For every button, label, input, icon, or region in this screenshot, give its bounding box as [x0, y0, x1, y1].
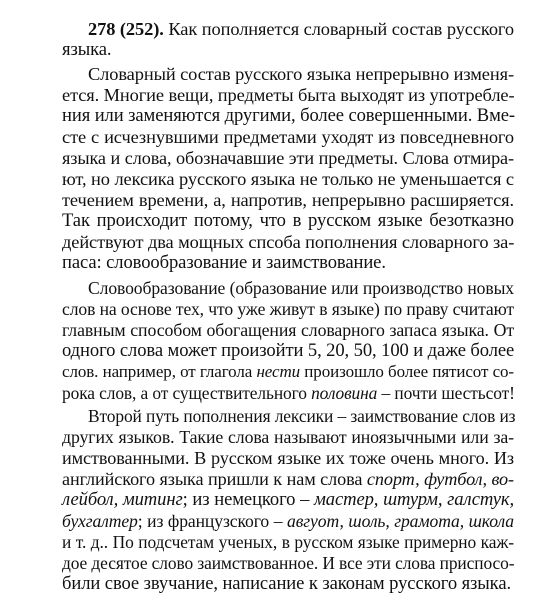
paragraph1-line: ют, но лексика русского языка не только не уменьшается с — [62, 168, 514, 189]
text-fragment: ; из французского – — [137, 511, 288, 532]
paragraph3-line: Второй путь пополнения лексики – заимствование слов из — [88, 406, 516, 427]
paragraph1-line: ния или заменяются другими, более совершенными. Вме- — [62, 104, 516, 126]
paragraph1-line: ется. Многие вещи, предметы быта выходят из употребле- — [62, 84, 515, 105]
text-fragment: – почти шестьсот! — [377, 383, 515, 404]
example-word: нести — [256, 362, 301, 382]
paragraph3-line: имствованными. В русском языке их тоже очень много. Из — [62, 448, 514, 469]
text-fragment: ; из немецкого – — [182, 489, 315, 511]
text-fragment: английского языка пришли к нам слова — [62, 469, 367, 490]
paragraph1-line: сте с исчезнувшими предметами уходят из повседневного — [62, 126, 514, 147]
paragraph1-line: Словарный состав русского языка непрерывно изменя- — [88, 63, 514, 84]
paragraph3-line — [62, 489, 514, 511]
paragraph3-line — [62, 510, 514, 532]
example-words: бухгалтер — [62, 511, 138, 532]
paragraph2-line — [62, 382, 514, 404]
exercise-question-line-1 — [88, 18, 514, 40]
exercise-question-text: Как пополняется словарный состав русского — [168, 19, 514, 39]
paragraph2-line — [62, 361, 514, 383]
paragraph2-line: слов на основе тех, что уже живут в языке) по праву считают — [62, 299, 515, 320]
paragraph3-line: других языков. Такие слова называют иноязычными или за- — [62, 427, 514, 448]
paragraph1-line: паса: словообразование и заимствование. — [62, 251, 386, 273]
paragraph2-line: Словообразование (образование или производство новых — [88, 278, 514, 299]
text-fragment: слов. например, от глагола — [62, 362, 257, 382]
paragraph3-line — [62, 468, 514, 490]
exercise-question-line-2: языка. — [62, 39, 112, 60]
example-words: мастер, штурм, галстук, — [314, 489, 515, 511]
example-words: спорт, футбол, во- — [366, 469, 514, 490]
paragraph1-line: действуют два мощных спсоба пополнения словарного за- — [62, 231, 515, 252]
paragraph3-line: дое десятое слово заимствованное. И все эти слова приспосо- — [62, 553, 515, 573]
exercise-number: 278 (252). — [88, 19, 164, 39]
example-words: лейбол, митинг — [62, 489, 183, 511]
paragraph1-line: течением времени, а, напротив, непрерывно расширяется. — [62, 189, 514, 210]
paragraph2-line: одного слова может произойти 5, 20, 50, 100 и даже более — [62, 340, 515, 362]
example-word: половина — [311, 383, 378, 404]
text-fragment: произошло более пятисот со- — [300, 362, 514, 382]
paragraph2-line: главным способом обогащения словарного запаса языка. От — [62, 320, 514, 341]
paragraph3-line: били свое звучание, написание к законам русского языка. — [62, 573, 512, 594]
text-fragment: рока слов, а от существительного — [62, 383, 312, 404]
paragraph3-line: и т. д.. По подсчетам ученых, в русском языке примерно каж- — [62, 532, 514, 552]
example-words: авгуот, шоль, грамота, школа — [287, 511, 515, 532]
paragraph1-line: языка и слова, обозначавшие эти предметы. Слова отмира- — [62, 147, 514, 168]
paragraph1-line: Так происходит потому, что в русском языке безотказно — [62, 209, 514, 231]
